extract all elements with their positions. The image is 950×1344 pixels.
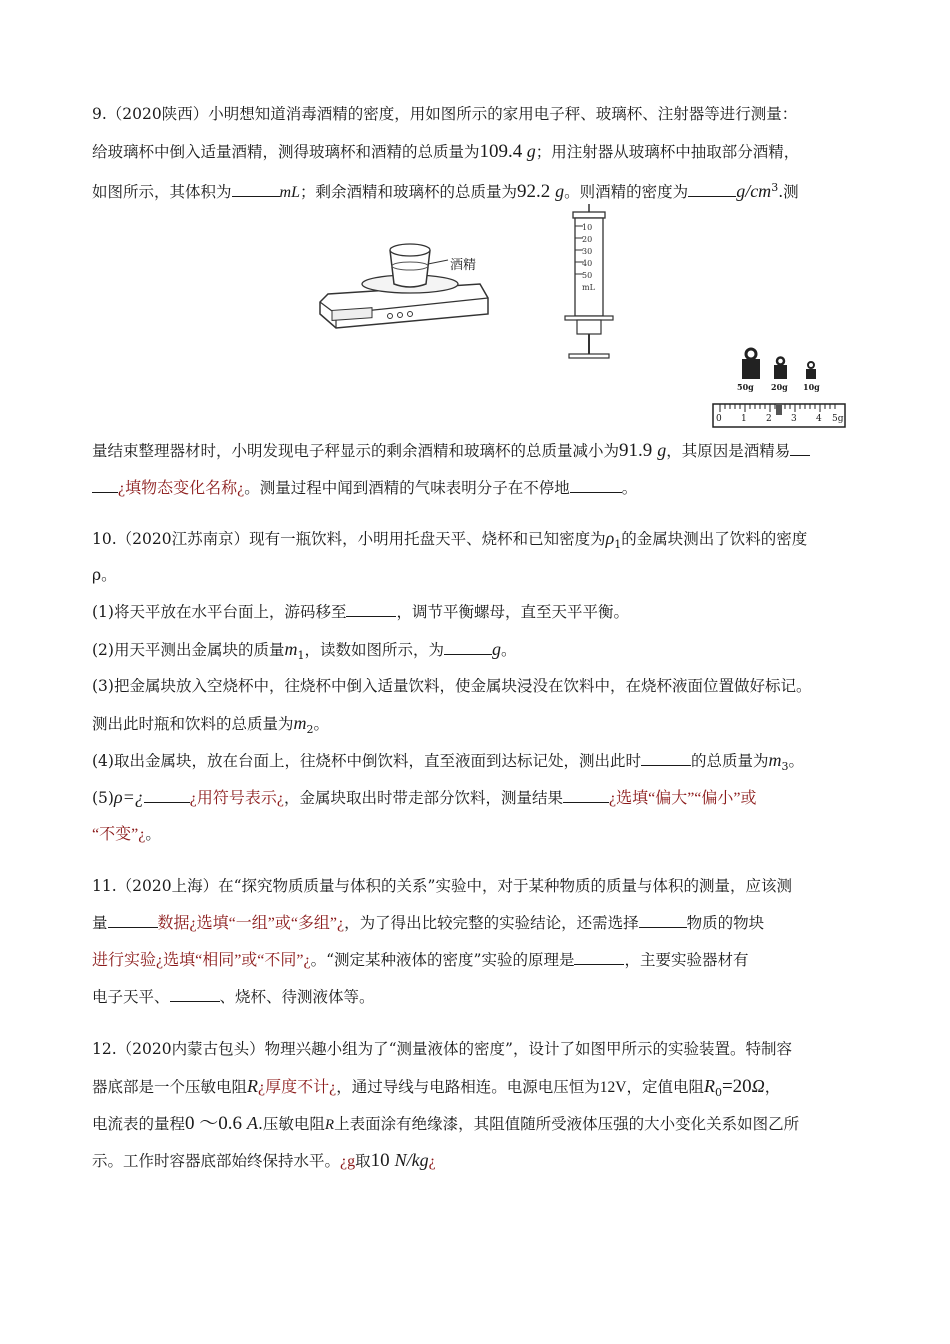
q10-step-3b: 测出此时瓶和饮料的总质量为$m_2$。 <box>92 713 330 737</box>
q10-step-3: (3)把金属块放入空烧杯中，往烧杯中倒入适量饮料，使金属块浸没在饮料中，在烧杯液面位置做好标记。 <box>92 677 812 695</box>
answer-blank[interactable] <box>108 913 158 928</box>
q12-line-1: 12.（2020内蒙古包头）物理兴趣小组为了“测量液体的密度”，设计了如图甲所示的实验装置。特制容 <box>92 1040 792 1058</box>
rider-ruler <box>712 403 847 429</box>
q11-line-1: 11.（2020上海）在“探究物质质量与体积的关系”实验中，对于某种物质的质量与体积的测量，应该测 <box>92 877 792 895</box>
q9-line-1: 9.（2020陕西）小明想知道消毒酒精的密度，用如图所示的家用电子秤、玻璃杯、注射器等进行测量： <box>92 105 798 123</box>
q9-line-2: 给玻璃杯中倒入适量酒精，测得玻璃杯和酒精的总质量为109.4 g；用注射器从玻璃杯中抽取部分酒精， <box>92 141 800 162</box>
answer-blank[interactable] <box>639 913 687 928</box>
answer-blank[interactable] <box>570 478 622 493</box>
answer-blank[interactable] <box>563 788 609 803</box>
q12-line-3: 电流表的量程0 ～0.6 A.压敏电阻R上表面涂有绝缘漆，其阻值随所受液体压强的大小变化关系如图乙所 <box>92 1113 800 1134</box>
answer-blank[interactable] <box>444 640 492 655</box>
q10-step-5b: “不变”¿。 <box>92 825 161 843</box>
electronic-scale-figure <box>310 232 490 332</box>
q9-line-4: 量结束整理器材时，小明发现电子秤显示的剩余酒精和玻璃杯的总质量减小为91.9 g，其原因是酒精易 <box>92 440 810 461</box>
answer-blank[interactable] <box>641 751 691 766</box>
answer-blank[interactable] <box>232 182 280 197</box>
q10-step-4: (4)取出金属块，放在台面上，往烧杯中倒饮料，直至液面到达标记处，测出此时 的总质量为$m_3$。 <box>92 750 804 774</box>
q12-line-2: 器底部是一个压敏电阻R¿厚度不计¿，通过导线与电路相连。电源电压恒为12V，定值电阻$R_0=20\Omega$， <box>92 1076 781 1100</box>
q10-line-2: ρ。 <box>92 566 117 584</box>
q11-line-4: 电子天平、 、烧杯、待测液体等。 <box>92 988 375 1006</box>
q9-line-3: 如图所示，其体积为 mL；剩余酒精和玻璃杯的总质量为92.2 g。则酒精的密度为 $g/cm^3$.测 <box>92 181 799 203</box>
answer-blank[interactable] <box>92 478 118 493</box>
answer-blank[interactable] <box>574 950 624 965</box>
answer-blank[interactable] <box>144 788 190 803</box>
answer-blank[interactable] <box>790 441 810 456</box>
answer-blank[interactable] <box>688 182 736 197</box>
q10-line-1: 10.（2020江苏南京）现有一瓶饮料，小明用托盘天平、烧杯和已知密度为$\rho_1$的金属块测出了饮料的密度 <box>92 528 808 552</box>
q12-line-4: 示。工作时容器底部始终保持水平。¿g取10 N/kg¿ <box>92 1150 436 1171</box>
q10-step-1: (1)将天平放在水平台面上，游码移至 ，调节平衡螺母，直至天平平衡。 <box>92 603 629 621</box>
q10-step-2: (2)用天平测出金属块的质量$m_1$，读数如图所示，为 g。 <box>92 639 517 663</box>
q9-line-5: ¿填物态变化名称¿。测量过程中闻到酒精的气味表明分子在不停地 。 <box>92 478 637 499</box>
q11-line-3: 进行实验¿选填“相同”或“不同”¿。“测定某种液体的密度”实验的原理是 ，主要实验器材有 <box>92 951 749 969</box>
figure-label-alcohol: 酒精 <box>450 258 477 273</box>
answer-blank[interactable] <box>170 987 220 1002</box>
syringe-tick-labels: 10 20 30 40 50 mL <box>582 223 595 292</box>
q11-line-2: 量 数据¿选填“一组”或“多组”¿，为了得出比较完整的实验结论，还需选择 物质的物块 <box>92 914 765 932</box>
q10-step-5: (5)ρ=¿ ¿用符号表示¿，金属块取出时带走部分饮料，测量结果 ¿选填“偏大”“偏小”或 <box>92 787 757 807</box>
answer-blank[interactable] <box>346 602 396 617</box>
